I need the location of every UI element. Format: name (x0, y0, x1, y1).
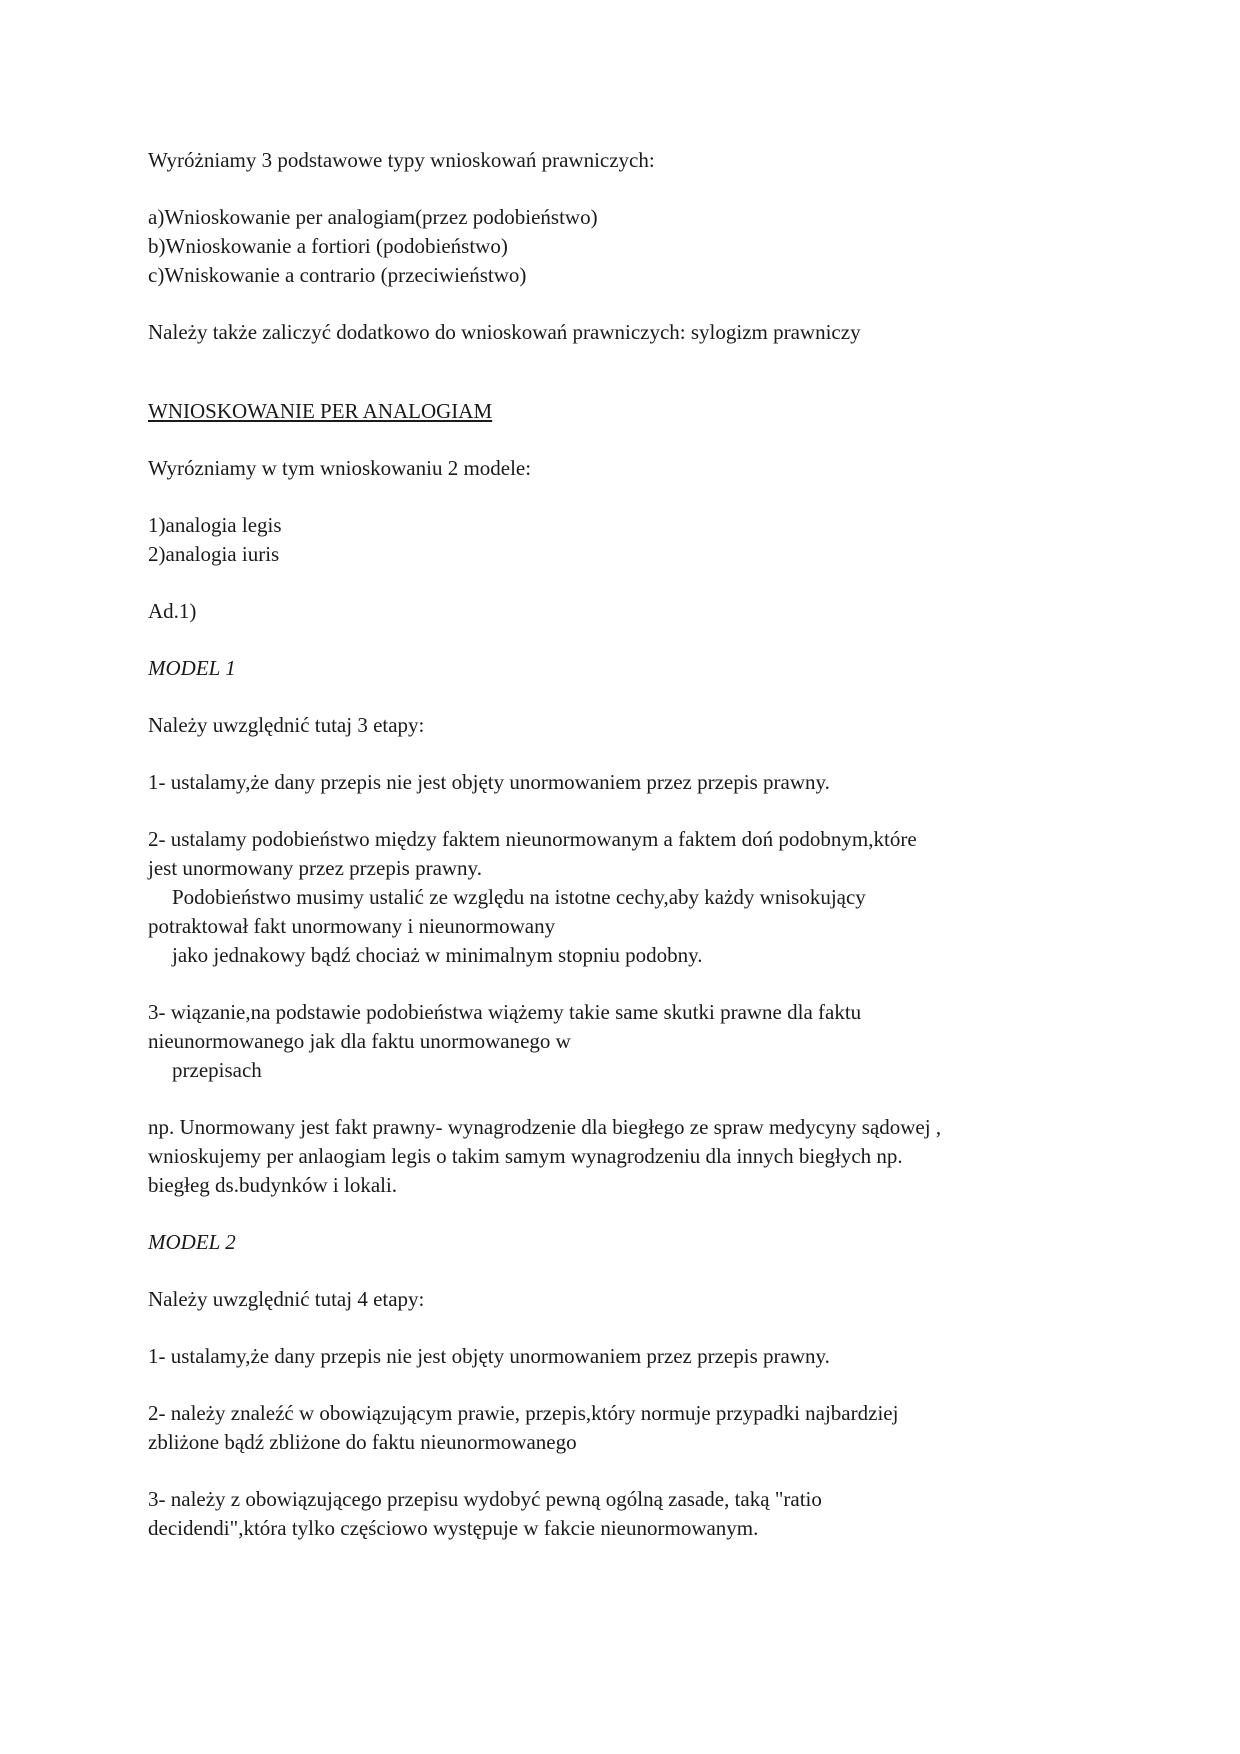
models-list (148, 511, 1108, 569)
text-line: biegłeg ds.budynków i lokali. (148, 1173, 398, 1197)
text-line: potraktował fakt unormowany i nieunormowany (148, 914, 556, 938)
types-list (148, 203, 1108, 290)
text-line: jako jednakowy bądź chociaż w minimalnym stopniu podobny. (172, 943, 703, 967)
text-line: Podobieństwo musimy ustalić ze względu na istotne cechy,aby każdy wnisokujący (172, 885, 866, 909)
text-line: 2- ustalamy podobieństwo między faktem nieunormowanym a faktem doń podobnym,które (148, 827, 917, 851)
text-line: wnioskujemy per anlaogiam legis o takim samym wynagrodzeniu dla innych biegłych np. (148, 1144, 903, 1168)
list-item: 1)analogia legis (148, 513, 282, 537)
list-item: b)Wnioskowanie a fortiori (podobieństwo) (148, 234, 508, 258)
list-item: c)Wniskowanie a contrario (przeciwieństwo) (148, 263, 527, 287)
list-item: a)Wnioskowanie per analogiam(przez podobieństwo) (148, 205, 598, 229)
model2-title: MODEL 2 (148, 1230, 236, 1254)
text-line: jest unormowany przez przepis prawny. (148, 856, 482, 880)
model1-title: MODEL 1 (148, 656, 236, 680)
model1-step3 (148, 998, 1108, 1085)
additional-paragraph: Należy także zaliczyć dodatkowo do wnioskowań prawniczych: sylogizm prawniczy (148, 320, 861, 344)
model2-step2 (148, 1399, 1108, 1457)
models-intro: Wyrózniamy w tym wnioskowaniu 2 modele: (148, 456, 532, 480)
model1-intro: Należy uwzględnić tutaj 3 etapy: (148, 713, 425, 737)
text-line: nieunormowanego jak dla faktu unormowanego w (148, 1029, 571, 1053)
text-line: 3- wiązanie,na podstawie podobieństwa wiążemy takie same skutki prawne dla faktu (148, 1000, 862, 1024)
document-body (148, 146, 1108, 1571)
model2-step1: 1- ustalamy,że dany przepis nie jest objęty unormowaniem przez przepis prawny. (148, 1344, 830, 1368)
model1-example (148, 1113, 1108, 1200)
text-line: 3- należy z obowiązującego przepisu wydobyć pewną ogólną zasade, taką "ratio (148, 1487, 822, 1511)
text-line: 2- należy znaleźć w obowiązującym prawie, przepis,który normuje przypadki najbardziej (148, 1401, 899, 1425)
intro-paragraph: Wyróżniamy 3 podstawowe typy wnioskowań prawniczych: (148, 148, 655, 172)
text-line: zbliżone bądź zbliżone do faktu nieunormowanego (148, 1430, 577, 1454)
model2-step3 (148, 1485, 1108, 1543)
ad-label: Ad.1) (148, 599, 197, 623)
model1-step2 (148, 825, 1108, 970)
section-heading: WNIOSKOWANIE PER ANALOGIAM (148, 399, 493, 423)
text-line: decidendi",która tylko częściowo występuje w fakcie nieunormowanym. (148, 1516, 759, 1540)
list-item: 2)analogia iuris (148, 542, 280, 566)
model2-intro: Należy uwzględnić tutaj 4 etapy: (148, 1287, 425, 1311)
model1-step1: 1- ustalamy,że dany przepis nie jest objęty unormowaniem przez przepis prawny. (148, 770, 830, 794)
text-line: przepisach (172, 1058, 262, 1082)
text-line: np. Unormowany jest fakt prawny- wynagrodzenie dla biegłego ze spraw medycyny sądowej , (148, 1115, 942, 1139)
